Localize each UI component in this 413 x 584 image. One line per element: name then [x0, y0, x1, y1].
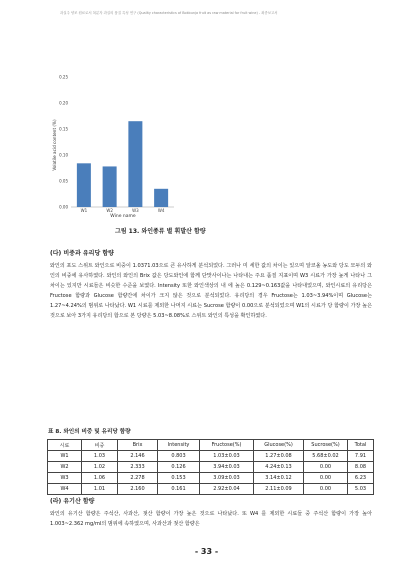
header-cell: Total — [348, 440, 374, 451]
bar-w4 — [154, 189, 168, 207]
table-cell: 5.68±0.02 — [304, 451, 348, 462]
table-cell: 0.00 — [304, 462, 348, 473]
paragraph-sugar: 와인의 포도 스위트 와인으로 비중이 1.0371.03으로 큰 유사하게 분석되었다. 그러나 미 세한 값의 차이는 있으며 알코올 농도와 당도 모두의 와인의 비중에 유사하였다. 와인의 와인의 Brix 값은 당도와인에 함께 단맛사이나는 나타내는 주요 품질 지표이며 W3 시료가 가장 높게 나타나 그 차이는 있지만 시료들은 비슷한 수준을 보였다. Intensity 또한 와인색상의 내 에 높은 0.129~0.163값을 나타내었으며, 와인시료의 유리당은 Fructose 함량과 Glucose 함량간에 차이가 크지 않은 것으로 분석되었다. 유리당의 경우 Fructose는 1.03~3.94%이며 Glucose는 1.27~4.24%의 범위로 나타났다. W1 시료를 제외한 나머지 시료는 Sucrose 함량이 0.00으로 분석되었으며 W1의 시료가 당 함량이 가장 높은 것으로 보아 3가지 유리당의 합으로 본 당량은 5.03~8.08%로 스위트 와인의 특성을 확인하였다. — [50, 263, 372, 319]
bar-series — [77, 121, 168, 207]
table-cell: 2.146 — [118, 451, 158, 462]
free-sugar-table — [47, 439, 374, 495]
header-cell: Glucose(%) — [254, 440, 304, 451]
y-tick-label: 0.05 — [59, 178, 68, 184]
table-row — [48, 451, 374, 462]
y-axis-ticks — [59, 75, 68, 210]
table-row — [48, 473, 374, 484]
table-cell: 0.126 — [158, 462, 200, 473]
table-cell: W3 — [48, 473, 82, 484]
table-cell: 8.08 — [348, 462, 374, 473]
table-cell: W2 — [48, 462, 82, 473]
bar-chart — [0, 0, 413, 230]
header-cell: Fructose(%) — [200, 440, 254, 451]
section-heading-sugar: (다) 비중과 유리당 함량 — [50, 250, 114, 257]
table-cell: 1.03±0.03 — [200, 451, 254, 462]
table-cell: 1.27±0.08 — [254, 451, 304, 462]
table-cell: 1.03 — [82, 451, 118, 462]
table-cell: 2.160 — [118, 484, 158, 495]
table-cell: 7.91 — [348, 451, 374, 462]
table-cell: 0.00 — [304, 473, 348, 484]
table-cell: W1 — [48, 451, 82, 462]
table-cell: 1.02 — [82, 462, 118, 473]
header-cell: Sucrose(%) — [304, 440, 348, 451]
y-tick-label: 0.10 — [59, 152, 68, 158]
x-tick-label: W2 — [106, 208, 113, 213]
table-row — [48, 462, 374, 473]
bar-w2 — [103, 166, 117, 207]
header-cell: 시료 — [48, 440, 82, 451]
header-cell: 비중 — [82, 440, 118, 451]
x-axis-label: Wine name — [110, 214, 136, 219]
table-cell: 2.92±0.04 — [200, 484, 254, 495]
table-cell: 2.278 — [118, 473, 158, 484]
x-tick-label: W3 — [132, 208, 139, 213]
table-cell: 1.06 — [82, 473, 118, 484]
y-tick-label: 0.00 — [59, 204, 68, 210]
header-cell: Brix — [118, 440, 158, 451]
table-header-row — [48, 440, 374, 451]
table-row — [48, 484, 374, 495]
y-axis-label: Volatile acid content (%) — [52, 119, 57, 171]
paragraph-organic-acid: 와인의 유기산 함량은 주석산, 사과산, 젖산 함량이 가장 높은 것으로 나타났다. 또 W4 를 제외한 시료들 중 주석산 함량이 가장 높아 1.003~2.362 mg/ml의 범위에 속하였으며, 사과산과 젖산 함량은 — [50, 511, 372, 527]
table-caption: 표 8. 와인의 비중 및 유리당 함량 — [48, 429, 131, 435]
table-cell: W4 — [48, 484, 82, 495]
x-tick-label: W4 — [157, 208, 165, 213]
y-tick-label: 0.20 — [59, 100, 68, 106]
table-cell: 3.94±0.03 — [200, 462, 254, 473]
section-heading-organic-acid: (라) 유기산 함량 — [50, 498, 95, 505]
table-cell: 3.14±0.12 — [254, 473, 304, 484]
table-cell: 0.00 — [304, 484, 348, 495]
table-cell: 5.03 — [348, 484, 374, 495]
table-cell: 3.09±0.03 — [200, 473, 254, 484]
table-cell: 0.803 — [158, 451, 200, 462]
y-tick-label: 0.25 — [59, 74, 68, 80]
table-cell: 1.01 — [82, 484, 118, 495]
running-header: 과실주 양조 원료로서 복분자 과실의 품질 특성 연구 (Quality characteristics of Bokbunja fruit as raw material for fruit wine) - 최종보고서 — [60, 11, 278, 15]
table-cell: 2.333 — [118, 462, 158, 473]
table-cell: 4.24±0.13 — [254, 462, 304, 473]
y-tick-label: 0.15 — [59, 126, 68, 132]
header-cell: Intensity — [158, 440, 200, 451]
table-cell: 6.23 — [348, 473, 374, 484]
table-cell: 0.153 — [158, 473, 200, 484]
table-cell: 2.11±0.09 — [254, 484, 304, 495]
x-axis-ticks — [81, 208, 165, 213]
figure-caption: 그림 13. 와인종류 별 휘발산 함량 — [115, 228, 206, 235]
table-cell: 0.161 — [158, 484, 200, 495]
bar-w1 — [77, 163, 91, 207]
bar-w3 — [128, 121, 142, 207]
page-number: - 33 - — [194, 547, 219, 556]
x-tick-label: W1 — [80, 208, 88, 213]
